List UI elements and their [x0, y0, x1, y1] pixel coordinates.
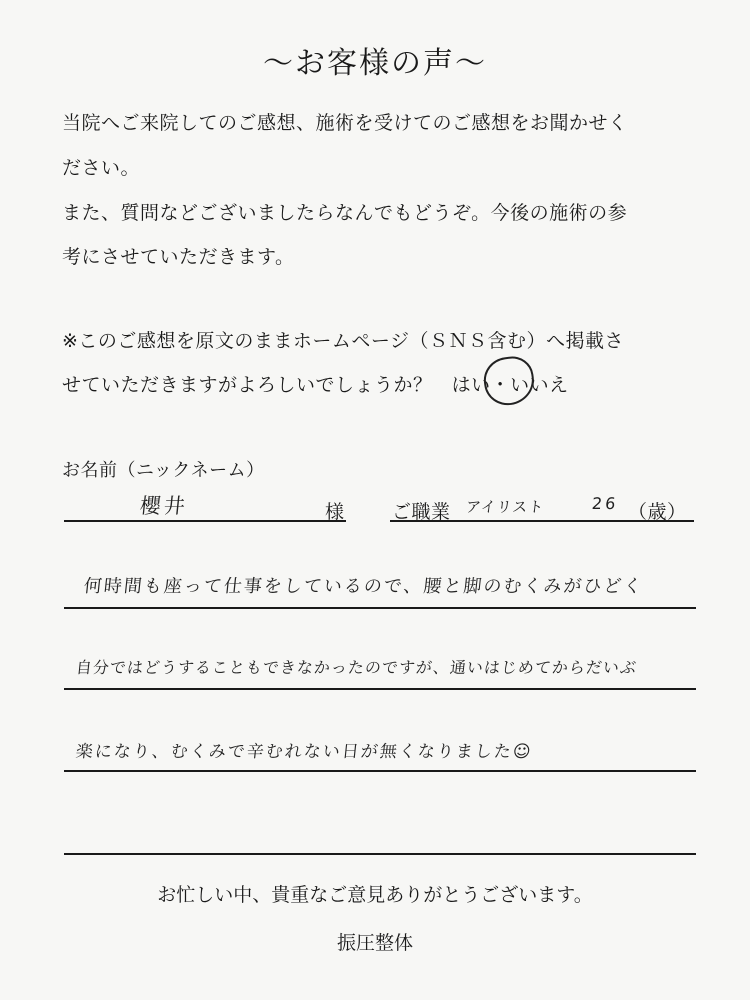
consent-option-no[interactable]: いいえ [510, 374, 569, 396]
honorific: 様 [325, 501, 345, 523]
comment-line-1[interactable]: 何時間も座って仕事をしているので、腰と脚のむくみがひどく [82, 576, 645, 597]
consent-option-yes[interactable]: はい [451, 374, 491, 396]
age-unit: （歳） [628, 501, 687, 523]
name-value[interactable]: 櫻井 [138, 494, 190, 518]
intro-line-3: また、質問などございましたらなんでもどうぞ。今後の施術の参 [62, 202, 628, 224]
age-value[interactable]: 26 [591, 494, 620, 513]
consent-separator: ・ [490, 374, 511, 396]
consent-question: せていただきますがよろしいでしょうか？ [62, 374, 433, 396]
intro-line-1: 当院へご来院してのご感想、施術を受けてのご感想をお聞かせく [62, 112, 628, 134]
name-underline [64, 520, 346, 522]
comment-line-2[interactable]: 自分ではどうすることもできなかったのですが、通いはじめてからだいぶ [74, 658, 638, 677]
intro-line-4: 考にさせていただきます。 [62, 246, 295, 268]
comment-line-3[interactable]: 楽になり、むくみで辛むれない日が無くなりました☺ [74, 742, 534, 762]
thanks-message: お忙しい中、貴重なご意見ありがとうございます。 [157, 884, 593, 906]
intro-line-2: ださい。 [62, 157, 141, 179]
page-title: 〜お客様の声〜 [263, 46, 487, 81]
consent-line-1: ※このご感想を原文のままホームページ（ＳＮＳ含む）へ掲載さ [62, 330, 625, 352]
clinic-name: 振圧整体 [336, 932, 413, 954]
occupation-label: ご職業 [392, 501, 451, 523]
occupation-value[interactable]: アイリスト [465, 498, 546, 516]
comment-rule-1 [64, 607, 696, 609]
comment-rule-3 [64, 770, 696, 772]
comment-rule-4 [64, 853, 696, 855]
selected-answer-circle [481, 354, 537, 408]
comment-rule-2 [64, 688, 696, 690]
occupation-underline [390, 520, 694, 522]
name-label: お名前（ニックネーム） [62, 460, 265, 481]
